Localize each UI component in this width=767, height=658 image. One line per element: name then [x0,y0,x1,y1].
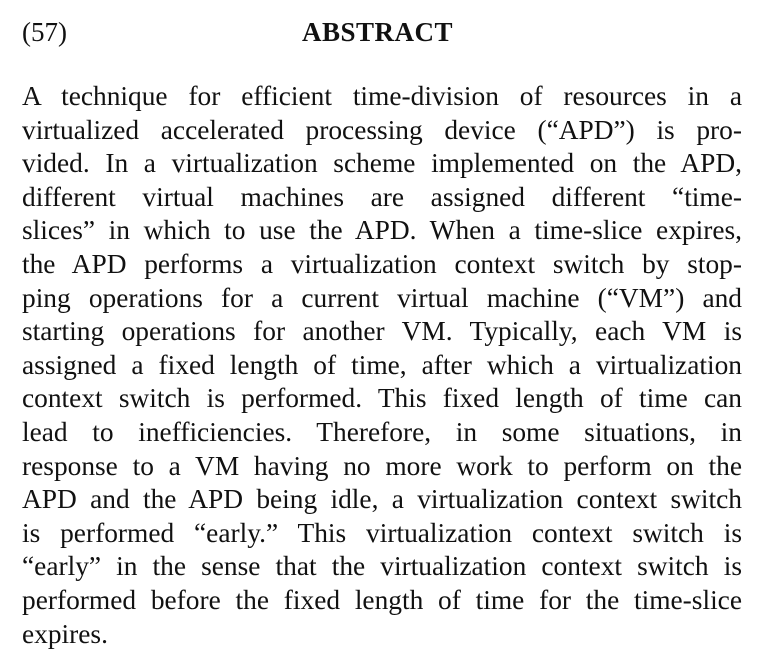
abstract-line: ping operations for a current virtual machine (“VM”) and [22,282,742,313]
abstract-line: the APD performs a virtualization context switch by stop- [22,248,742,279]
abstract-line: context switch is performed. This fixed length of time can [22,383,742,414]
abstract-line: starting operations for another VM. Typically, each VM is [22,316,742,347]
inid-code: (57) [22,17,67,47]
section-title: ABSTRACT [302,17,454,47]
abstract-line: APD and the APD being idle, a virtualization context switch [22,484,742,515]
abstract-line: response to a VM having no more work to perform on the [22,450,742,481]
abstract-line: “early” in the sense that the virtualization context switch is [22,551,742,582]
abstract-header [22,12,742,52]
abstract-line: assigned a fixed length of time, after which a virtualization [22,349,742,380]
abstract-line: different virtual machines are assigned different “time- [22,181,742,212]
abstract-line: lead to inefficiencies. Therefore, in some situations, in [22,416,742,447]
abstract-line: virtualized accelerated processing device (“APD”) is pro- [22,114,742,145]
abstract-line: A technique for efficient time-division of resources in a [22,81,742,111]
abstract-line: performed before the fixed length of time for the time-slice [22,584,742,615]
abstract-line: is performed “early.” This virtualization context switch is [22,517,742,548]
abstract-body [22,80,742,651]
abstract-line: expires. [22,618,108,649]
abstract-line: slices” in which to use the APD. When a time-slice expires, [22,215,742,246]
abstract-line: vided. In a virtualization scheme implemented on the APD, [22,148,742,179]
